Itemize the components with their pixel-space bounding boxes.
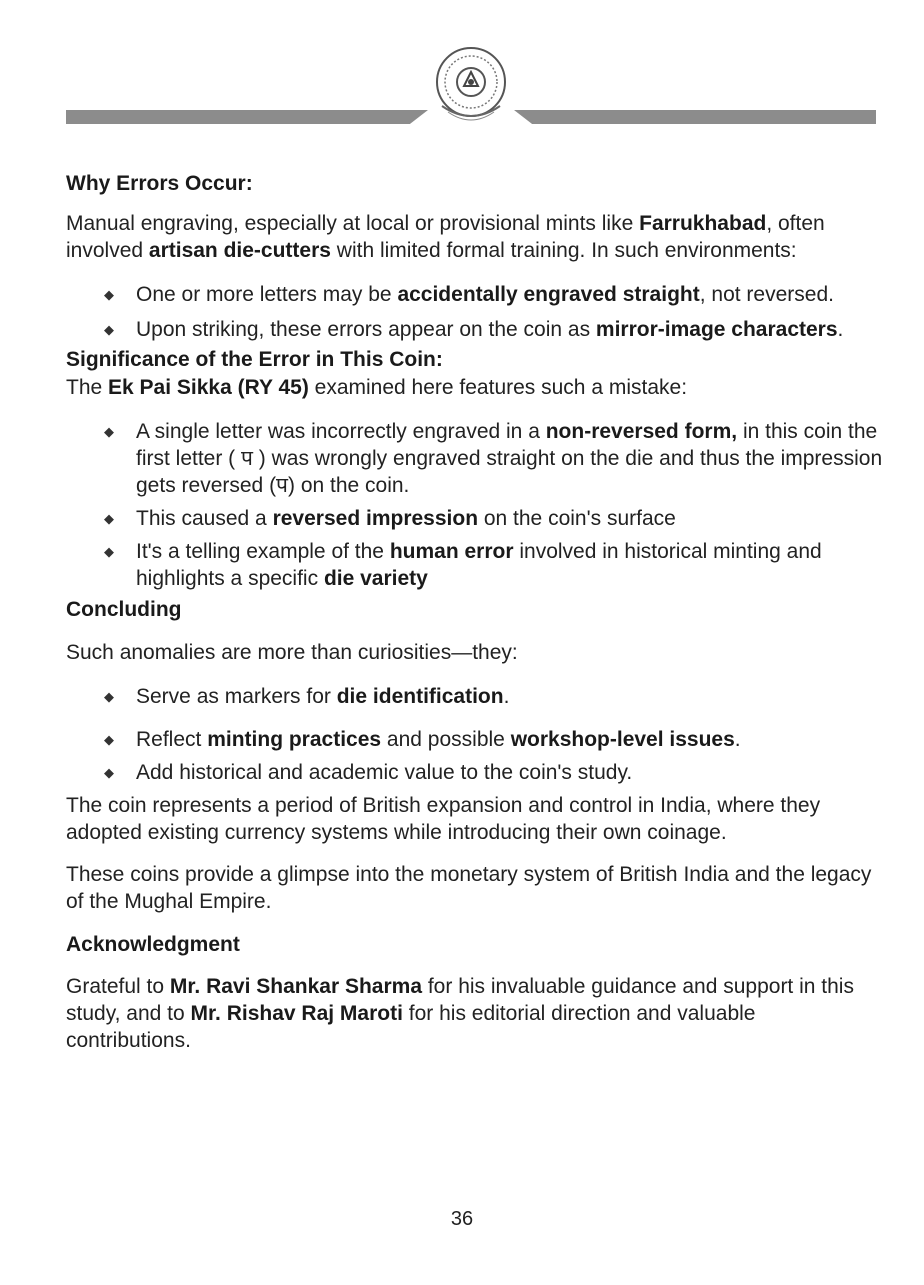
list-item-text: Add historical and academic value to the coin's study. bbox=[136, 761, 633, 784]
acknowledgment-body: Grateful to Mr. Ravi Shankar Sharma for his invaluable guidance and support in this study, and to Mr. Rishav Raj Maroti for his editorial direction and valuable contributions. bbox=[66, 975, 854, 1052]
diamond-bullet-icon: ◆ bbox=[104, 689, 114, 704]
concluding-heading: Concluding bbox=[66, 598, 182, 621]
page-content bbox=[66, 170, 886, 1054]
list-item bbox=[66, 726, 886, 753]
significance-intro: The Ek Pai Sikka (RY 45) examined here features such a mistake: bbox=[66, 376, 688, 399]
list-item-text: One or more letters may be accidentally engraved straight, not reversed. bbox=[136, 283, 834, 306]
list-item-text: Upon striking, these errors appear on the coin as mirror-image characters. bbox=[136, 318, 844, 341]
significance-heading: Significance of the Error in This Coin: bbox=[66, 348, 443, 371]
list-item bbox=[66, 538, 886, 592]
concluding-paragraph: These coins provide a glimpse into the monetary system of British India and the legacy of the Mughal Empire. bbox=[66, 863, 872, 913]
header-bar-left bbox=[66, 110, 428, 124]
concluding-paragraph: The coin represents a period of British expansion and control in India, where they adopted existing currency systems while introducing their own coinage. bbox=[66, 794, 821, 844]
significance-list bbox=[66, 418, 886, 592]
diamond-bullet-icon: ◆ bbox=[104, 287, 114, 302]
page-header bbox=[0, 0, 924, 140]
diamond-bullet-icon: ◆ bbox=[104, 322, 114, 337]
list-item bbox=[66, 683, 886, 710]
why-errors-list bbox=[66, 281, 886, 343]
diamond-bullet-icon: ◆ bbox=[104, 732, 114, 747]
concluding-list bbox=[66, 683, 886, 786]
list-item bbox=[66, 316, 886, 343]
list-item bbox=[66, 418, 886, 499]
why-errors-intro: Manual engraving, especially at local or provisional mints like Farrukhabad, often involved artisan die-cutters with limited formal training. In such environments: bbox=[66, 212, 825, 262]
list-item-text: This caused a reversed impression on the coin's surface bbox=[136, 507, 676, 530]
diamond-bullet-icon: ◆ bbox=[104, 544, 114, 559]
list-item bbox=[66, 281, 886, 308]
diamond-bullet-icon: ◆ bbox=[104, 424, 114, 439]
diamond-bullet-icon: ◆ bbox=[104, 765, 114, 780]
header-bar-right bbox=[514, 110, 876, 124]
acknowledgment-heading: Acknowledgment bbox=[66, 933, 240, 956]
list-item bbox=[66, 505, 886, 532]
list-item bbox=[66, 759, 886, 786]
why-errors-heading: Why Errors Occur: bbox=[66, 172, 253, 195]
list-item-text: Reflect minting practices and possible workshop-level issues. bbox=[136, 728, 741, 751]
concluding-intro: Such anomalies are more than curiosities—they: bbox=[66, 641, 518, 664]
diamond-bullet-icon: ◆ bbox=[104, 511, 114, 526]
page-number: 36 bbox=[450, 1208, 474, 1230]
list-item-text: A single letter was incorrectly engraved in a non-reversed form, in this coin the first letter ( प ) was wrongly engraved straight on the die and thus the impression gets reversed (प) on the coin. bbox=[136, 420, 883, 497]
list-item-text: It's a telling example of the human error involved in historical minting and highlights a specific die variety bbox=[136, 540, 822, 590]
list-item-text: Serve as markers for die identification. bbox=[136, 685, 510, 708]
society-emblem-icon bbox=[428, 42, 514, 128]
